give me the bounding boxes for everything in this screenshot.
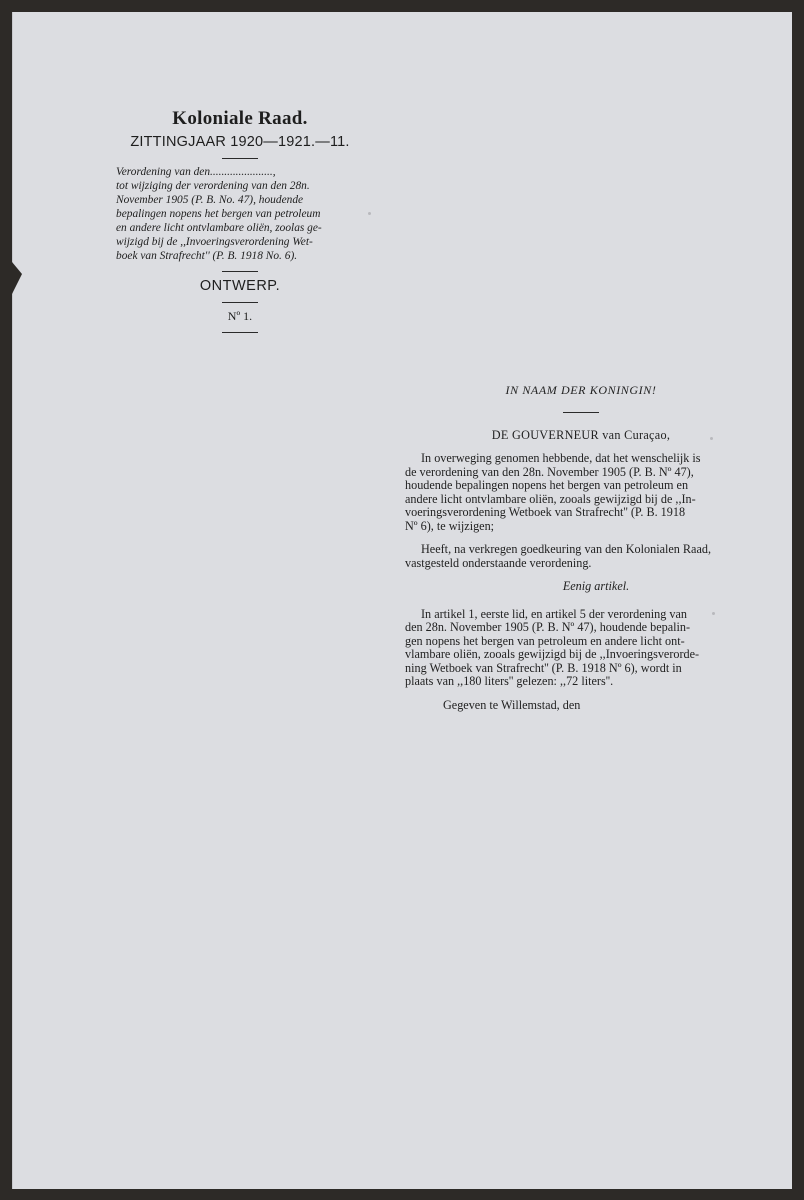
divider bbox=[222, 158, 258, 159]
text-line: vlambare oliën, zooals gewijzigd bij de ,,Invoeringsverorde- bbox=[405, 647, 700, 661]
considerations-paragraph bbox=[405, 452, 757, 533]
ordinance-body bbox=[405, 384, 757, 722]
text-line: de verordening van den 28n. November 1905 (P. B. Nº 47), bbox=[405, 464, 694, 479]
description-line: bepalingen nopens het bergen van petroleum bbox=[116, 208, 321, 220]
governor-line: DE GOUVERNEUR van Curaçao, bbox=[491, 427, 671, 442]
text-line: andere licht ontvlambare oliën, zooals gewijzigd bij de ,,In- bbox=[405, 491, 696, 506]
given-at-line: Gegeven te Willemstad, den bbox=[443, 697, 581, 712]
invocation: IN NAAM DER KONINGIN! bbox=[505, 383, 657, 397]
text-line: plaats van ,,180 liters'' gelezen: ,,72 liters''. bbox=[405, 674, 614, 688]
draft-number: Nº 1. bbox=[227, 309, 253, 323]
description-line: wijzigd bij de ,,Invoeringsverordening Wet- bbox=[116, 236, 313, 248]
draft-label: ONTWERP. bbox=[199, 278, 281, 294]
divider bbox=[563, 412, 599, 413]
council-title: Koloniale Raad. bbox=[172, 108, 308, 129]
text-line: ning Wetboek van Strafrecht'' (P. B. 1918 Nº 6), wordt in bbox=[405, 660, 682, 675]
article-paragraph bbox=[405, 608, 757, 689]
document-header bbox=[112, 108, 368, 339]
text-line: houdende bepalingen nopens het bergen van petroleum en bbox=[405, 478, 689, 492]
description-line: November 1905 (P. B. No. 47), houdende bbox=[116, 194, 304, 206]
article-title: Eenig artikel. bbox=[562, 579, 630, 593]
text-line: In artikel 1, eerste lid, en artikel 5 der verordening van bbox=[421, 606, 687, 621]
enactment-paragraph bbox=[405, 543, 757, 570]
text-line: Nº 6), te wijzigen; bbox=[405, 518, 495, 533]
description-line: tot wijziging der verordening van den 28n. bbox=[116, 180, 310, 192]
divider bbox=[222, 302, 258, 303]
text-line: gen nopens het bergen van petroleum en andere licht ont- bbox=[405, 633, 685, 648]
text-line: Heeft, na verkregen goedkeuring van den Kolonialen Raad, bbox=[421, 542, 712, 556]
text-line: voeringsverordening Wetboek van Strafrecht'' (P. B. 1918 bbox=[405, 505, 686, 519]
paper-edge-notch bbox=[12, 262, 22, 294]
description-line: en andere licht ontvlambare oliën, zoolas ge- bbox=[116, 222, 322, 234]
description-line: boek van Strafrecht'' (P. B. 1918 No. 6). bbox=[116, 250, 298, 262]
description-line: Verordening van den......................, bbox=[116, 166, 276, 178]
divider bbox=[222, 332, 258, 333]
text-line: In overweging genomen hebbende, dat het wenschelijk is bbox=[421, 451, 701, 465]
session-year: ZITTINGJAAR 1920—1921.—11. bbox=[130, 134, 350, 150]
divider bbox=[222, 271, 258, 272]
text-line: vastgesteld onderstaande verordening. bbox=[405, 555, 592, 570]
ordinance-description bbox=[112, 165, 368, 263]
paper-speck bbox=[368, 212, 371, 215]
text-line: den 28n. November 1905 (P. B. Nº 47), houdende bepalin- bbox=[405, 620, 691, 634]
